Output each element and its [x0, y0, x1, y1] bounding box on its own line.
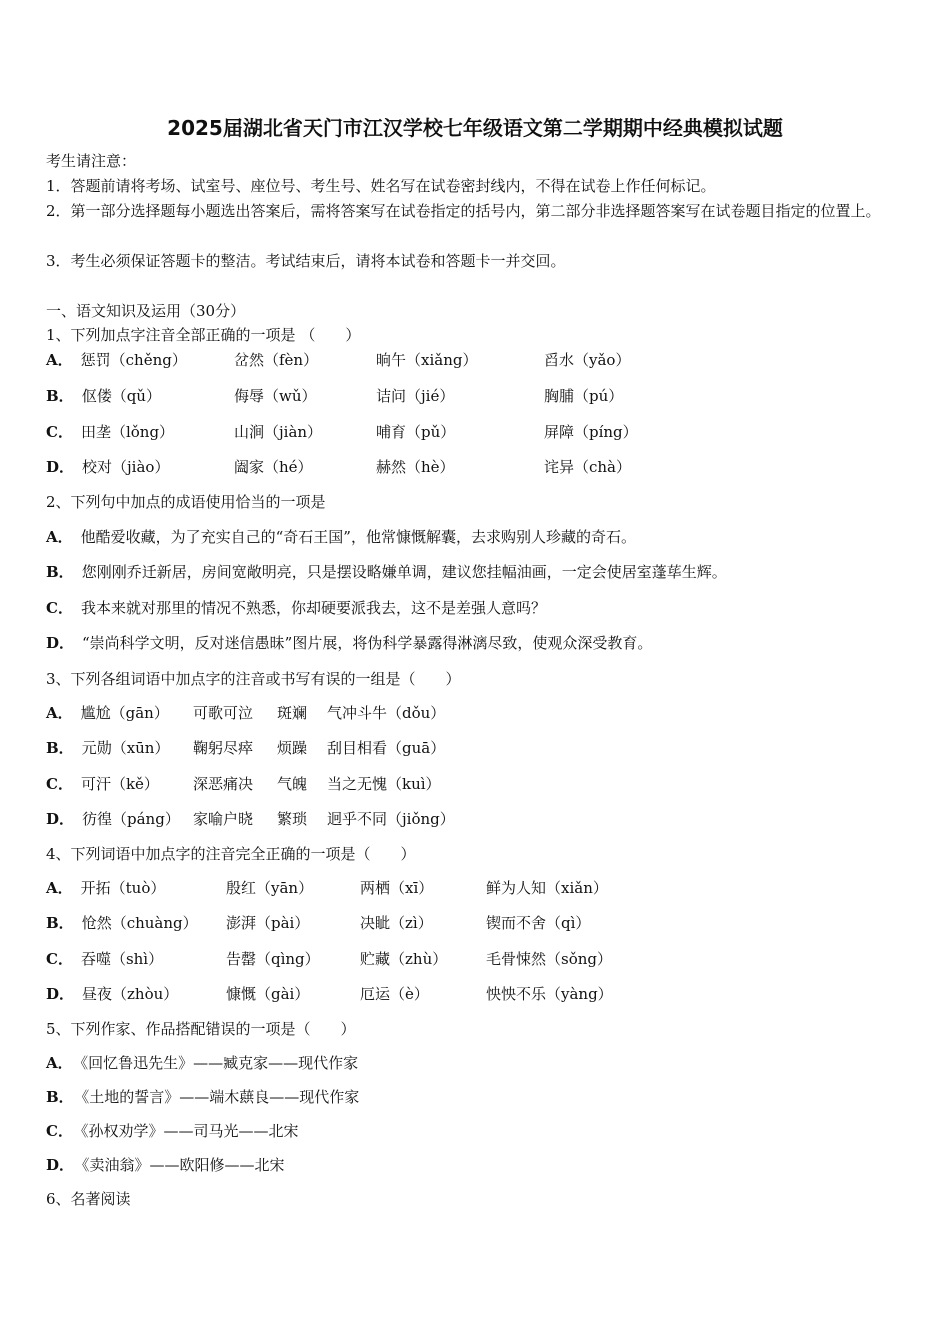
option-label: A． — [46, 528, 73, 546]
option-cell: 彷徨（páng） — [82, 810, 180, 828]
option-text: 《卖油翁》——欧阳修——北宋 — [82, 1156, 285, 1174]
option-cell: 烦躁 — [277, 739, 308, 757]
option-label: A． — [46, 704, 73, 722]
notice-item: 2．第一部分选择题每小题选出答案后，需将答案写在试卷指定的括号内，第二部分非选择题答案写在试卷题目指定的位置上。 — [46, 202, 881, 220]
question-stem: 1、下列加点字注音全部正确的一项是 （ ） — [46, 326, 361, 344]
option-text: 《土地的誓言》——端木蕻良——现代作家 — [81, 1088, 360, 1106]
option-cell: 元勋（xūn） — [81, 739, 170, 757]
option-text: 他酷爱收藏，为了充实自己的“奇石王国”，他常慷慨解囊，去求购别人珍藏的奇石。 — [80, 528, 636, 546]
option-cell: 鲜为人知（xiǎn） — [486, 879, 608, 897]
option-label: D． — [46, 810, 75, 828]
option-label: B． — [46, 1088, 74, 1106]
option-label: C． — [46, 950, 73, 968]
option-cell: 厄运（è） — [360, 985, 429, 1003]
option-cell: 侮辱（wǔ） — [234, 387, 317, 405]
option-label: C． — [46, 599, 73, 617]
option-cell: 贮藏（zhù） — [360, 950, 448, 968]
option-cell: 刮目相看（guā） — [327, 739, 446, 757]
option-cell: 昼夜（zhòu） — [82, 985, 179, 1003]
option-text: 您刚刚乔迁新居，房间宽敞明亮，只是摆设略嫌单调，建议您挂幅油画，一定会使居室蓬荜生辉。 — [81, 563, 727, 581]
option-cell: 开拓（tuò） — [80, 879, 166, 897]
option-text: 《孙权劝学》——司马光——北宋 — [80, 1122, 299, 1140]
option-text: 我本来就对那里的情况不熟悉，你却硬要派我去，这不是差强人意吗？ — [80, 599, 546, 617]
option-cell: 诧异（chà） — [544, 458, 632, 476]
option-cell: 可歌可泣 — [193, 704, 254, 722]
option-label: A． — [46, 879, 73, 897]
option-cell: 尴尬（gān） — [80, 704, 169, 722]
option-row — [46, 1154, 285, 1176]
option-label: C． — [46, 775, 73, 793]
option-cell: 深恶痛决 — [193, 775, 254, 793]
option-cell: 诘问（jié） — [376, 387, 455, 405]
option-cell: 山涧（jiàn） — [234, 423, 323, 441]
option-cell: 气冲斗牛（dǒu） — [327, 704, 446, 722]
option-cell: 繁琐 — [277, 810, 308, 828]
option-cell: 屏障（píng） — [544, 423, 638, 441]
option-cell: 怏怏不乐（yàng） — [486, 985, 613, 1003]
notice-heading: 考生请注意： — [46, 152, 137, 170]
option-cell: 惩罚（chěng） — [80, 351, 187, 369]
option-row — [46, 1052, 358, 1074]
option-cell: 哺育（pǔ） — [376, 423, 456, 441]
option-cell: 岔然（fèn） — [234, 351, 319, 369]
option-label: B． — [46, 914, 74, 932]
option-cell: 家喻户晓 — [193, 810, 254, 828]
option-cell: 鞠躬尽瘁 — [193, 739, 254, 757]
option-cell: 伛偻（qǔ） — [81, 387, 161, 405]
option-cell: 胸脯（pú） — [544, 387, 624, 405]
option-label: D． — [46, 1156, 75, 1174]
option-row — [46, 561, 727, 583]
option-label: C． — [46, 1122, 73, 1140]
option-text: “崇尚科学文明，反对迷信愚昧”图片展，将伪科学暴露得淋漓尽致，使观众深受教育。 — [82, 634, 653, 652]
option-cell: 两栖（xī） — [360, 879, 434, 897]
option-cell: 吞噬（shì） — [80, 950, 164, 968]
option-row — [46, 526, 636, 548]
question-stem: 2、下列句中加点的成语使用恰当的一项是 — [46, 493, 326, 511]
question-stem: 5、下列作家、作品搭配错误的一项是（ ） — [46, 1020, 356, 1038]
option-label: C． — [46, 423, 73, 441]
option-cell: 怆然（chuàng） — [81, 914, 198, 932]
option-cell: 斑斓 — [277, 704, 308, 722]
option-label: A． — [46, 1054, 73, 1072]
option-row — [46, 1086, 359, 1108]
section-heading: 一、语文知识及运用（30分） — [46, 302, 246, 320]
option-cell: 校对（jiào） — [82, 458, 170, 476]
option-label: B． — [46, 563, 74, 581]
option-cell: 赫然（hè） — [376, 458, 455, 476]
option-cell: 迥乎不同（jiǒng） — [327, 810, 455, 828]
option-label: D． — [46, 985, 75, 1003]
option-cell: 锲而不舍（qì） — [486, 914, 591, 932]
option-cell: 气魄 — [277, 775, 308, 793]
option-label: D． — [46, 458, 75, 476]
option-cell: 可汗（kě） — [80, 775, 159, 793]
notice-item: 3．考生必须保证答题卡的整洁。考试结束后，请将本试卷和答题卡一并交回。 — [46, 252, 566, 270]
option-cell: 当之无愧（kuì） — [327, 775, 441, 793]
option-label: B． — [46, 387, 74, 405]
option-cell: 澎湃（pài） — [226, 914, 310, 932]
option-label: A． — [46, 351, 73, 369]
option-cell: 晌午（xiǎng） — [376, 351, 478, 369]
option-row — [46, 597, 546, 619]
option-cell: 决眦（zì） — [360, 914, 433, 932]
question-stem: 4、下列词语中加点字的注音完全正确的一项是（ ） — [46, 845, 416, 863]
option-cell: 田垄（lǒng） — [80, 423, 175, 441]
notice-item: 1．答题前请将考场、试室号、座位号、考生号、姓名写在试卷密封线内，不得在试卷上作任何标记。 — [46, 177, 716, 195]
option-cell: 毛骨悚然（sǒng） — [486, 950, 612, 968]
option-label: D． — [46, 634, 75, 652]
option-cell: 告罄（qìng） — [226, 950, 320, 968]
option-row — [46, 632, 652, 654]
question-stem: 6、名著阅读 — [46, 1190, 131, 1208]
option-cell: 殷红（yān） — [226, 879, 314, 897]
page-title: 2025届湖北省天门市江汉学校七年级语文第二学期期中经典模拟试题 — [167, 116, 783, 140]
option-cell: 阖家（hé） — [234, 458, 313, 476]
option-cell: 舀水（yǎo） — [544, 351, 631, 369]
option-text: 《回忆鲁迅先生》——臧克家——现代作家 — [80, 1054, 359, 1072]
option-row — [46, 1120, 298, 1142]
option-label: B． — [46, 739, 74, 757]
option-cell: 慷慨（gài） — [226, 985, 310, 1003]
question-stem: 3、下列各组词语中加点字的注音或书写有误的一组是（ ） — [46, 670, 461, 688]
